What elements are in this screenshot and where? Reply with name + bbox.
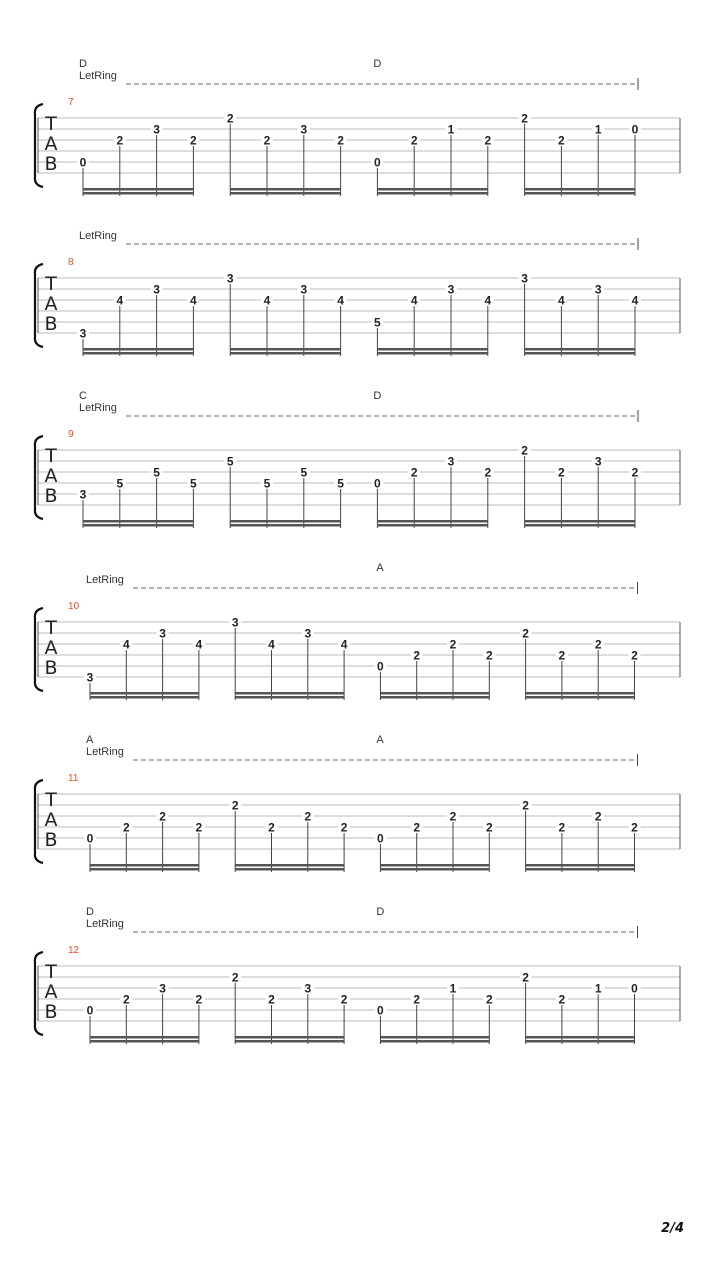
- fret-number: 2: [521, 443, 528, 458]
- chord-label: D: [86, 906, 94, 918]
- fret-number: 2: [522, 970, 529, 985]
- fret-number: 2: [558, 648, 566, 663]
- fret-number: 2: [116, 133, 124, 148]
- measure-number: 8: [68, 257, 74, 268]
- fret-number: 3: [153, 282, 160, 297]
- beam: [526, 696, 635, 699]
- fret-number: 0: [377, 831, 384, 846]
- fret-number: 1: [594, 981, 602, 996]
- beam: [83, 524, 193, 527]
- tab-system: [35, 562, 680, 700]
- fret-number: 2: [594, 637, 602, 652]
- beam: [526, 864, 635, 867]
- beam: [380, 1040, 489, 1043]
- system-bracket: [35, 104, 43, 187]
- fret-number: 0: [631, 122, 639, 137]
- beam: [90, 1040, 199, 1043]
- tab-system: [35, 58, 680, 196]
- fret-number: 4: [116, 293, 124, 308]
- fret-number: 2: [484, 133, 492, 148]
- fret-number: 3: [447, 282, 455, 297]
- beam: [377, 348, 487, 351]
- beam: [526, 692, 635, 695]
- fret-number: 4: [190, 293, 197, 308]
- fret-number: 0: [374, 476, 381, 491]
- beam: [235, 864, 344, 867]
- fret-number: 2: [485, 820, 493, 835]
- fret-number: 3: [304, 626, 312, 641]
- fret-number: 2: [485, 648, 493, 663]
- fret-number: 1: [447, 122, 455, 137]
- fret-number: 4: [263, 293, 271, 308]
- fret-number: 2: [631, 648, 638, 663]
- fret-number: 4: [268, 637, 275, 652]
- tab-clef-letter: B: [44, 829, 58, 851]
- fret-number: 2: [449, 809, 457, 824]
- beam: [377, 520, 487, 523]
- fret-number: 2: [558, 992, 566, 1007]
- fret-number: 2: [484, 465, 492, 480]
- fret-number: 4: [340, 637, 348, 652]
- fret-number: 2: [122, 820, 130, 835]
- fret-number: 1: [594, 122, 602, 137]
- letring-label: LetRing: [86, 918, 124, 930]
- fret-number: 2: [226, 111, 234, 126]
- chord-label: A: [376, 562, 384, 574]
- fret-number: 3: [79, 326, 87, 341]
- beam: [230, 348, 340, 351]
- beam: [525, 520, 635, 523]
- tab-clef-letter: B: [44, 153, 58, 175]
- fret-number: 5: [300, 465, 308, 480]
- beam: [235, 696, 344, 699]
- beam: [526, 1040, 635, 1043]
- tab-clef-letter: T: [45, 789, 57, 811]
- beam: [83, 192, 193, 195]
- system-bracket: [35, 264, 43, 347]
- beam: [377, 352, 487, 355]
- chord-label: D: [373, 390, 382, 402]
- fret-number: 5: [190, 476, 197, 491]
- beam: [90, 696, 199, 699]
- fret-number: 2: [195, 820, 203, 835]
- fret-number: 2: [337, 133, 344, 148]
- fret-number: 2: [413, 820, 421, 835]
- beam: [525, 348, 635, 351]
- beam: [526, 868, 635, 871]
- tab-clef-letter: T: [45, 445, 57, 467]
- beam: [83, 352, 193, 355]
- system-bracket: [35, 952, 43, 1035]
- fret-number: 2: [558, 820, 566, 835]
- beam: [380, 696, 489, 699]
- fret-number: 2: [522, 798, 529, 813]
- letring-label: LetRing: [79, 402, 117, 414]
- fret-number: 3: [153, 122, 160, 137]
- beam: [380, 1036, 489, 1039]
- fret-number: 5: [116, 476, 124, 491]
- fret-number: 2: [231, 798, 239, 813]
- fret-number: 2: [631, 820, 638, 835]
- letring-label: LetRing: [86, 746, 124, 758]
- beam: [83, 348, 193, 351]
- fret-number: 3: [159, 981, 166, 996]
- tab-system: [35, 230, 680, 356]
- fret-number: 2: [413, 648, 421, 663]
- beam: [83, 520, 193, 523]
- beam: [377, 188, 487, 191]
- beam: [377, 192, 487, 195]
- fret-number: 2: [190, 133, 197, 148]
- fret-number: 2: [304, 809, 312, 824]
- system-bracket: [35, 608, 43, 691]
- measure-number: 12: [68, 945, 80, 956]
- fret-number: 2: [485, 992, 493, 1007]
- fret-number: 3: [521, 271, 528, 286]
- fret-number: 5: [374, 315, 381, 330]
- tab-clef-letter: A: [44, 981, 58, 1003]
- tab-clef-letter: A: [44, 809, 58, 831]
- fret-number: 2: [159, 809, 166, 824]
- letring-label: LetRing: [79, 230, 117, 242]
- fret-number: 0: [377, 1003, 384, 1018]
- fret-number: 3: [594, 454, 602, 469]
- fret-number: 4: [122, 637, 130, 652]
- fret-number: 3: [226, 271, 234, 286]
- fret-number: 3: [231, 615, 239, 630]
- fret-number: 4: [195, 637, 203, 652]
- beam: [380, 692, 489, 695]
- fret-number: 5: [226, 454, 234, 469]
- beam: [380, 864, 489, 867]
- fret-number: 4: [558, 293, 565, 308]
- fret-number: 2: [231, 970, 239, 985]
- fret-number: 1: [449, 981, 457, 996]
- system-bracket: [35, 436, 43, 519]
- beam: [83, 188, 193, 191]
- beam: [526, 1036, 635, 1039]
- fret-number: 3: [300, 122, 308, 137]
- fret-number: 2: [413, 992, 421, 1007]
- tab-clef-letter: T: [45, 617, 57, 639]
- fret-number: 0: [86, 1003, 94, 1018]
- fret-number: 2: [558, 133, 565, 148]
- letring-label: LetRing: [79, 70, 117, 82]
- chord-label: C: [79, 390, 87, 402]
- fret-number: 3: [304, 981, 312, 996]
- beam: [230, 188, 340, 191]
- fret-number: 5: [153, 465, 160, 480]
- measure-number: 11: [68, 773, 79, 784]
- beam: [230, 192, 340, 195]
- fret-number: 5: [263, 476, 271, 491]
- beam: [380, 868, 489, 871]
- letring-label: LetRing: [86, 574, 124, 586]
- beam: [90, 868, 199, 871]
- chord-label: D: [79, 58, 87, 70]
- tab-system: [35, 734, 680, 872]
- beam: [90, 1036, 199, 1039]
- fret-number: 3: [79, 487, 87, 502]
- beam: [377, 524, 487, 527]
- tab-system: [35, 390, 680, 528]
- fret-number: 4: [631, 293, 639, 308]
- tab-clef-letter: T: [45, 113, 57, 135]
- beam: [90, 692, 199, 695]
- fret-number: 2: [558, 465, 565, 480]
- beam: [525, 188, 635, 191]
- fret-number: 2: [410, 465, 418, 480]
- tab-clef-letter: T: [45, 273, 57, 295]
- fret-number: 2: [340, 992, 348, 1007]
- beam: [90, 864, 199, 867]
- tab-clef-letter: B: [44, 1001, 58, 1023]
- tab-clef-letter: B: [44, 485, 58, 507]
- fret-number: 2: [631, 465, 639, 480]
- fret-number: 3: [447, 454, 455, 469]
- beam: [235, 692, 344, 695]
- tab-clef-letter: A: [44, 133, 58, 155]
- fret-number: 3: [159, 626, 166, 641]
- fret-number: 0: [86, 831, 94, 846]
- fret-number: 2: [410, 133, 418, 148]
- page-number: 2/4: [661, 1221, 684, 1236]
- fret-number: 5: [337, 476, 344, 491]
- fret-number: 2: [195, 992, 203, 1007]
- fret-number: 4: [410, 293, 418, 308]
- fret-number: 2: [263, 133, 271, 148]
- chord-label: A: [86, 734, 94, 746]
- chord-label: D: [373, 58, 382, 70]
- fret-number: 2: [522, 626, 529, 641]
- tab-clef-letter: A: [44, 465, 58, 487]
- fret-number: 0: [79, 155, 87, 170]
- beam: [230, 352, 340, 355]
- beam: [525, 352, 635, 355]
- fret-number: 0: [374, 155, 381, 170]
- fret-number: 0: [377, 659, 384, 674]
- tab-clef-letter: T: [45, 961, 57, 983]
- fret-number: 4: [484, 293, 492, 308]
- fret-number: 3: [86, 670, 94, 685]
- tab-system: [35, 906, 680, 1044]
- measure-number: 9: [68, 429, 74, 440]
- fret-number: 2: [268, 992, 275, 1007]
- fret-number: 2: [521, 111, 528, 126]
- beam: [230, 524, 340, 527]
- measure-number: 7: [68, 97, 74, 108]
- fret-number: 2: [268, 820, 275, 835]
- beam: [235, 868, 344, 871]
- beam: [230, 520, 340, 523]
- fret-number: 0: [631, 981, 638, 996]
- tab-clef-letter: B: [44, 657, 58, 679]
- chord-label: A: [376, 734, 384, 746]
- beam: [235, 1040, 344, 1043]
- fret-number: 3: [300, 282, 308, 297]
- fret-number: 3: [594, 282, 602, 297]
- measure-number: 10: [68, 601, 80, 612]
- fret-number: 2: [449, 637, 457, 652]
- fret-number: 2: [122, 992, 130, 1007]
- system-bracket: [35, 780, 43, 863]
- beam: [525, 524, 635, 527]
- fret-number: 2: [594, 809, 602, 824]
- tab-clef-letter: A: [44, 637, 58, 659]
- fret-number: 2: [340, 820, 348, 835]
- chord-label: D: [376, 906, 385, 918]
- fret-number: 4: [337, 293, 344, 308]
- tab-clef-letter: A: [44, 293, 58, 315]
- tab-clef-letter: B: [44, 313, 58, 335]
- beam: [235, 1036, 344, 1039]
- beam: [525, 192, 635, 195]
